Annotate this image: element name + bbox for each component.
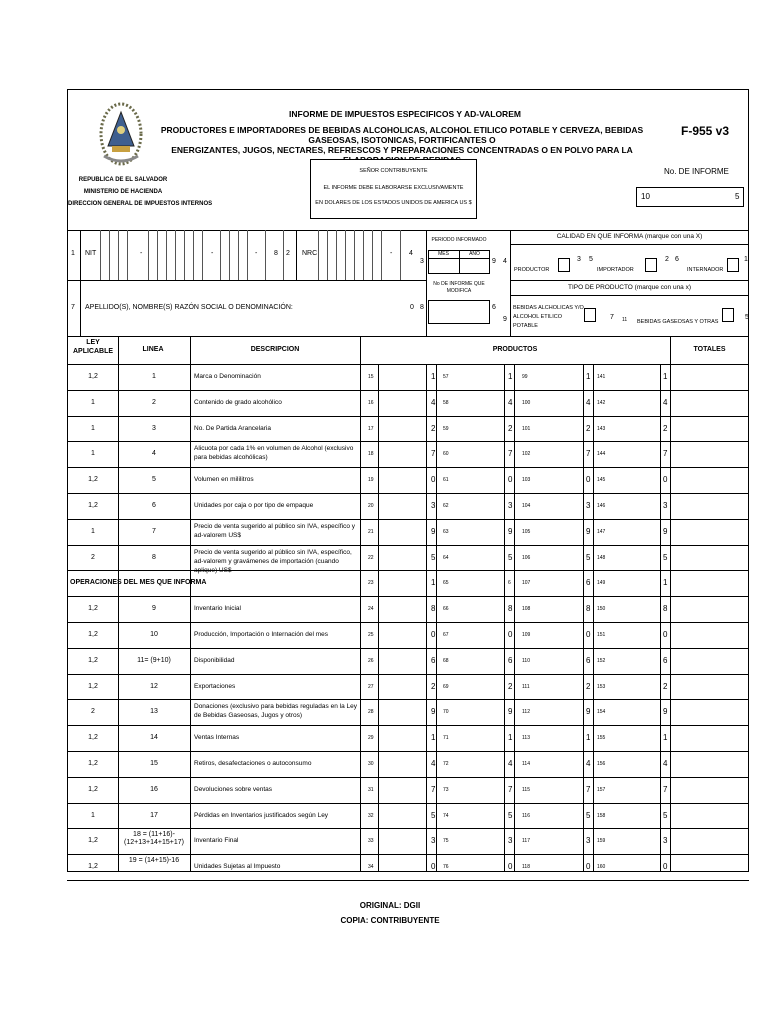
digit-cell: 3 xyxy=(431,500,436,510)
nrc-three: 3 xyxy=(420,258,424,265)
digit-cell: 9 xyxy=(431,707,436,717)
description-cell: Retiros, desafectaciones o autoconsumo xyxy=(194,759,312,767)
line-cell: 2 xyxy=(152,398,156,406)
code-cell: 72 xyxy=(443,760,449,767)
digit-cell: 6 xyxy=(508,655,513,665)
code-cell: 100 xyxy=(522,399,531,406)
quality-producer: PRODUCTOR xyxy=(514,267,550,273)
code-cell: 73 xyxy=(443,786,449,793)
notice-line-2: EL INFORME DEBE ELABORARSE EXCLUSIVAMENTE xyxy=(323,185,464,191)
code-cell: 68 xyxy=(443,657,449,664)
description-cell: Unidades Sujetas al Impuesto xyxy=(194,863,281,871)
code-cell: 143 xyxy=(597,425,606,432)
code-cell: 61 xyxy=(443,477,449,484)
digit-cell: 0 xyxy=(508,862,513,872)
digit-cell: 9 xyxy=(586,707,591,717)
code-cell: 160 xyxy=(597,864,606,871)
code-cell: 155 xyxy=(597,735,606,742)
quality-one: 1 xyxy=(744,256,748,263)
digit-cell: 1 xyxy=(431,733,436,743)
digit-cell: 0 xyxy=(663,629,668,639)
quality-importer: IMPORTADOR xyxy=(597,267,634,273)
digit-cell: 1 xyxy=(586,733,591,743)
line-cell: 6 xyxy=(152,501,156,509)
code-cell: 111 xyxy=(522,683,530,690)
modifies-field[interactable] xyxy=(428,300,490,324)
code-cell: 142 xyxy=(597,399,606,406)
description-cell: Pérdidas en Inventarios justificados según Ley xyxy=(194,811,329,819)
name-nine: 9 xyxy=(503,316,507,323)
digit-cell: 2 xyxy=(508,423,513,433)
law-cell: 1 xyxy=(91,527,95,535)
line-cell: 3 xyxy=(152,424,156,432)
period-year: AÑO xyxy=(469,251,480,257)
footer-original: ORIGINAL: DGII xyxy=(359,901,421,910)
product-type-seven: 7 xyxy=(610,314,614,321)
code-cell: 28 xyxy=(368,709,374,716)
header-line-2: PRODUCTORES E IMPORTADORES DE BEBIDAS ALCOHOLICAS, ALCOHOL ETILICO POTABLE Y CERVEZA, BEBIDAS GASEOSAS, ISOTONICAS, FORTIFICANTES O ENERGIZANTES, JUGOS, NECTARES, REFRESCOS Y PREPARACIONES CONCENTRADAS O EN POLVO PARA LA xyxy=(160,125,644,155)
nit-dash-2: - xyxy=(211,250,214,257)
digit-cell: 0 xyxy=(431,629,436,639)
law-cell: 1 xyxy=(91,424,95,432)
code-cell: 104 xyxy=(522,502,531,509)
code-cell: 114 xyxy=(522,760,530,767)
digit-cell: 7 xyxy=(586,784,591,794)
code-cell: 117 xyxy=(522,838,530,845)
digit-cell: 0 xyxy=(586,475,591,485)
line-cell: 4 xyxy=(152,450,156,458)
line-cell: 7 xyxy=(152,527,156,535)
digit-cell: 0 xyxy=(508,475,513,485)
code-cell: 144 xyxy=(597,451,606,458)
digit-cell: 5 xyxy=(663,552,668,562)
name-row-num: 7 xyxy=(71,304,75,311)
description-cell: Volumen en mililitros xyxy=(194,476,254,484)
code-cell: 33 xyxy=(368,838,374,845)
digit-cell: 4 xyxy=(508,758,513,768)
nit-label: NIT xyxy=(85,250,97,257)
form-code: F-955 v3 xyxy=(681,124,730,138)
code-cell: 145 xyxy=(597,477,606,484)
section-label: OPERACIONES DEL MES QUE INFORMA xyxy=(70,579,207,587)
digit-cell: 3 xyxy=(663,836,668,846)
line-cell: 16 xyxy=(150,785,158,793)
code-cell: 154 xyxy=(597,709,606,716)
digit-cell: 0 xyxy=(663,862,668,872)
code-cell: 63 xyxy=(443,528,449,535)
code-cell: 107 xyxy=(522,580,531,587)
digit-cell: 1 xyxy=(431,371,436,381)
digit-cell: 1 xyxy=(508,733,513,743)
description-cell: Precio de venta sugerido al público sin IVA, específico y ad-valorem US$ xyxy=(194,522,356,539)
line-cell: 19 = (14+15)-16 xyxy=(128,857,180,865)
digit-cell: 2 xyxy=(508,681,513,691)
footer-copy: COPIA: CONTRIBUYENTE xyxy=(340,916,440,925)
digit-cell: 9 xyxy=(586,526,591,536)
digit-cell: 1 xyxy=(586,371,591,381)
code-cell: 27 xyxy=(368,683,374,690)
line-cell: 12 xyxy=(150,682,158,690)
code-cell: 31 xyxy=(368,786,374,793)
digit-cell: 8 xyxy=(663,604,668,614)
nit-dash-3: - xyxy=(255,250,258,257)
law-cell: 2 xyxy=(91,553,95,561)
digit-cell: 0 xyxy=(586,862,591,872)
description-cell: Contenido de grado alcohólico xyxy=(194,398,282,406)
quality-intern: INTERNADOR xyxy=(687,267,724,273)
digit-cell: 6 xyxy=(586,655,591,665)
code-cell: 102 xyxy=(522,451,531,458)
digit-cell: 5 xyxy=(586,810,591,820)
quality-title: CALIDAD EN QUE INFORMA (marque con una X) xyxy=(556,233,703,240)
code-cell: 21 xyxy=(368,528,374,535)
digit-cell: 2 xyxy=(586,423,591,433)
producer-checkbox[interactable] xyxy=(558,258,570,272)
line-cell: 8 xyxy=(152,553,156,561)
period-nine: 9 xyxy=(492,258,496,265)
period-label: PERIODO INFORMADO xyxy=(431,237,487,243)
republic-label: REPUBLICA DE EL SALVADOR xyxy=(78,177,168,183)
digit-cell: 0 xyxy=(431,862,436,872)
report-number-field[interactable] xyxy=(636,187,744,207)
digit-cell: 1 xyxy=(431,578,436,588)
law-cell: 2 xyxy=(91,708,95,716)
description-cell: No. De Partida Arancelaria xyxy=(194,424,271,432)
law-cell: 1,2 xyxy=(88,501,98,509)
code-cell: 112 xyxy=(522,709,530,716)
description-cell: Devoluciones sobre ventas xyxy=(194,785,273,793)
code-cell: 64 xyxy=(443,554,449,561)
law-cell: 1,2 xyxy=(88,372,98,380)
digit-cell: 5 xyxy=(508,810,513,820)
code-cell: 99 xyxy=(522,373,528,380)
code-cell: 116 xyxy=(522,812,530,819)
line-cell: 17 xyxy=(150,811,158,819)
soda-checkbox[interactable] xyxy=(722,308,734,322)
nit-digit-2: 2 xyxy=(286,250,290,257)
digit-cell: 1 xyxy=(663,578,668,588)
digit-cell: 3 xyxy=(508,500,513,510)
digit-cell: 2 xyxy=(663,423,668,433)
digit-cell: 0 xyxy=(508,629,513,639)
digit-cell: 7 xyxy=(431,784,436,794)
intern-checkbox[interactable] xyxy=(727,258,739,272)
code-cell: 18 xyxy=(368,451,374,458)
digit-cell: 0 xyxy=(586,629,591,639)
law-cell: 1,2 xyxy=(88,605,98,613)
digit-cell: 4 xyxy=(431,397,436,407)
digit-cell: 6 xyxy=(508,580,511,587)
code-cell: 158 xyxy=(597,812,606,819)
line-cell: 14 xyxy=(150,734,158,742)
digit-cell: 8 xyxy=(586,604,591,614)
description-cell: Disponibilidad xyxy=(194,656,235,664)
importer-checkbox[interactable] xyxy=(645,258,657,272)
law-cell: 1,2 xyxy=(88,785,98,793)
code-cell: 30 xyxy=(368,760,374,767)
digit-cell: 4 xyxy=(508,397,513,407)
digit-cell: 6 xyxy=(586,578,591,588)
col-totals: TOTALES xyxy=(693,346,726,353)
digit-cell: 5 xyxy=(431,810,436,820)
code-cell: 67 xyxy=(443,631,449,638)
description-cell: Alicuota por cada 1% en volumen de Alcohol (exclusivo para bebidas alcohólicas) xyxy=(194,445,354,462)
code-cell: 141 xyxy=(597,373,606,380)
code-cell: 151 xyxy=(597,631,606,638)
law-cell: 1,2 xyxy=(88,734,98,742)
nit-dash-1: - xyxy=(140,250,143,257)
digit-cell: 3 xyxy=(508,836,513,846)
description-cell: Donaciones (exclusivo para bebidas reguladas en la Ley de Bebidas Gaseosas, Jugos y otros) xyxy=(194,703,357,720)
code-cell: 156 xyxy=(597,760,606,767)
nrc-label: NRC xyxy=(302,250,318,257)
digit-cell: 4 xyxy=(586,397,591,407)
line-cell: 15 xyxy=(150,759,158,767)
product-type-soda: BEBIDAS GASEOSAS Y OTRAS xyxy=(637,319,719,325)
col-products: PRODUCTOS xyxy=(492,346,538,353)
line-cell: 1 xyxy=(152,372,156,380)
code-cell: 115 xyxy=(522,786,530,793)
code-cell: 70 xyxy=(443,709,449,716)
nit-digit-8: 8 xyxy=(274,250,278,257)
report-number-left: 10 xyxy=(641,192,650,201)
code-cell: 34 xyxy=(368,864,374,871)
direction-label: DIRECCION GENERAL DE IMPUESTOS INTERNOS xyxy=(68,201,213,207)
ministry-label: MINISTERIO DE HACIENDA xyxy=(83,189,163,195)
digit-cell: 5 xyxy=(663,810,668,820)
code-cell: 110 xyxy=(522,657,530,664)
name-label: APELLIDO(S), NOMBRE(S) RAZÓN SOCIAL O DENOMINACIÓN: xyxy=(85,304,293,311)
code-cell: 32 xyxy=(368,812,374,819)
code-cell: 106 xyxy=(522,554,531,561)
description-cell: Marca o Denominación xyxy=(194,372,261,380)
digit-cell: 6 xyxy=(431,655,436,665)
digit-cell: 3 xyxy=(431,836,436,846)
code-cell: 113 xyxy=(522,735,530,742)
line-cell: 10 xyxy=(150,630,158,638)
law-cell: 1 xyxy=(91,398,95,406)
digit-cell: 0 xyxy=(431,475,436,485)
nrc-four: 4 xyxy=(409,250,413,257)
digit-cell: 2 xyxy=(431,681,436,691)
product-type-title: TIPO DE PRODUCTO (marque con una x) xyxy=(567,284,692,291)
notice-line-3: EN DOLARES DE LOS ESTADOS UNIDOS DE AMERICA US $ xyxy=(315,200,472,206)
digit-cell: 1 xyxy=(508,371,513,381)
code-cell: 159 xyxy=(597,838,606,845)
code-cell: 62 xyxy=(443,502,449,509)
law-cell: 1 xyxy=(91,811,95,819)
digit-cell: 8 xyxy=(508,604,513,614)
law-cell: 1,2 xyxy=(88,630,98,638)
code-cell: 57 xyxy=(443,373,449,380)
report-number-label: No. DE INFORME xyxy=(664,167,729,176)
code-cell: 71 xyxy=(443,735,449,742)
digit-cell: 3 xyxy=(586,836,591,846)
period-month: MES xyxy=(438,251,449,257)
line-cell: 13 xyxy=(150,708,158,716)
code-cell: 148 xyxy=(597,554,606,561)
code-cell: 157 xyxy=(597,786,606,793)
code-cell: 19 xyxy=(368,477,374,484)
digit-cell: 9 xyxy=(508,526,513,536)
code-cell: 108 xyxy=(522,606,531,613)
alcoholic-checkbox[interactable] xyxy=(584,308,596,322)
quality-three: 3 xyxy=(577,256,581,263)
code-cell: 103 xyxy=(522,477,531,484)
code-cell: 69 xyxy=(443,683,449,690)
code-cell: 118 xyxy=(522,864,530,871)
code-cell: 66 xyxy=(443,606,449,613)
digit-cell: 9 xyxy=(431,526,436,536)
digit-cell: 9 xyxy=(663,526,668,536)
digit-cell: 8 xyxy=(431,604,436,614)
product-type-eleven: 11 xyxy=(622,317,628,323)
code-cell: 26 xyxy=(368,657,374,664)
header-line-1: INFORME DE IMPUESTOS ESPECIFICOS Y AD-VALOREM xyxy=(289,109,521,119)
code-cell: 22 xyxy=(368,554,374,561)
code-cell: 153 xyxy=(597,683,606,690)
code-cell: 20 xyxy=(368,502,374,509)
description-cell: Unidades por caja o por tipo de empaque xyxy=(194,501,314,509)
code-cell: 29 xyxy=(368,735,374,742)
col-description: DESCRIPCION xyxy=(250,346,300,353)
code-cell: 75 xyxy=(443,838,449,845)
line-cell: 18 = (11+16)- (12+13+14+15+17) xyxy=(124,831,184,847)
law-cell: 1,2 xyxy=(88,656,98,664)
name-eight: 8 xyxy=(420,304,424,311)
digit-cell: 3 xyxy=(586,500,591,510)
description-cell: Inventario Final xyxy=(194,837,239,845)
code-cell: 15 xyxy=(368,373,374,380)
code-cell: 16 xyxy=(368,399,374,406)
report-number-right: 5 xyxy=(735,192,740,201)
product-type-five: 5 xyxy=(745,314,749,321)
line-cell: 11= (9+10) xyxy=(137,656,171,664)
code-cell: 147 xyxy=(597,528,606,535)
law-cell: 1,2 xyxy=(88,682,98,690)
law-cell: 1,2 xyxy=(88,476,98,484)
digit-cell: 2 xyxy=(663,681,668,691)
description-cell: Exportaciones xyxy=(194,682,236,690)
digit-cell: 4 xyxy=(663,758,668,768)
quality-importer-num: 6 xyxy=(675,256,679,263)
nrc-dash: - xyxy=(390,250,393,257)
code-cell: 25 xyxy=(368,631,374,638)
code-cell: 59 xyxy=(443,425,449,432)
quality-two: 2 xyxy=(665,256,669,263)
code-cell: 105 xyxy=(522,528,531,535)
period-four: 4 xyxy=(503,258,507,265)
digit-cell: 1 xyxy=(663,733,668,743)
digit-cell: 2 xyxy=(586,681,591,691)
description-cell: Precio de venta sugerido al público sin IVA, específico, ad-valorem y gravámenes de importación (cuando aplique) US$ xyxy=(194,548,352,574)
digit-cell: 5 xyxy=(431,552,436,562)
digit-cell: 5 xyxy=(586,552,591,562)
digit-cell: 2 xyxy=(431,423,436,433)
code-cell: 17 xyxy=(368,425,374,432)
description-cell: Ventas Internas xyxy=(194,734,240,742)
line-cell: 9 xyxy=(152,605,156,613)
digit-cell: 4 xyxy=(663,397,668,407)
col-law: LEY APLICABLE xyxy=(72,339,114,355)
digit-cell: 3 xyxy=(663,500,668,510)
name-six: 6 xyxy=(492,304,496,311)
product-type-alcoholic: BEBIDAS ALCHOLICAS Y/O ALCOHOL ETILICO POTABLE xyxy=(513,305,584,329)
digit-cell: 9 xyxy=(508,707,513,717)
law-cell: 1 xyxy=(91,450,95,458)
code-cell: 60 xyxy=(443,451,449,458)
law-cell: 1,2 xyxy=(88,863,98,871)
name-zero: 0 xyxy=(410,304,414,311)
description-cell: Producción, Importación o Internación del mes xyxy=(194,630,329,638)
code-cell: 23 xyxy=(368,580,374,587)
digit-cell: 7 xyxy=(663,449,668,459)
quality-producer-num: 5 xyxy=(589,256,593,263)
code-cell: 58 xyxy=(443,399,449,406)
modifies-label: No DE INFORME QUE MODIFICA xyxy=(433,281,485,294)
code-cell: 74 xyxy=(443,812,449,819)
description-cell: Inventario Inicial xyxy=(194,605,241,613)
digit-cell: 5 xyxy=(508,552,513,562)
digit-cell: 7 xyxy=(586,449,591,459)
code-cell: 150 xyxy=(597,606,606,613)
code-cell: 76 xyxy=(443,864,449,871)
digit-cell: 0 xyxy=(663,475,668,485)
digit-cell: 6 xyxy=(663,655,668,665)
code-cell: 152 xyxy=(597,657,606,664)
code-cell: 146 xyxy=(597,502,606,509)
code-cell: 149 xyxy=(597,580,606,587)
notice-line-1: SEÑOR CONTRIBUYENTE xyxy=(359,168,428,174)
code-cell: 65 xyxy=(443,580,449,587)
digit-cell: 7 xyxy=(663,784,668,794)
law-cell: 1,2 xyxy=(88,759,98,767)
digit-cell: 4 xyxy=(431,758,436,768)
digit-cell: 7 xyxy=(508,784,513,794)
coat-of-arms-icon xyxy=(98,100,144,172)
code-cell: 109 xyxy=(522,631,531,638)
code-cell: 24 xyxy=(368,606,374,613)
digit-cell: 4 xyxy=(586,758,591,768)
nit-row-num: 1 xyxy=(71,250,75,257)
line-cell: 5 xyxy=(152,476,156,484)
code-cell: 101 xyxy=(522,425,531,432)
law-cell: 1,2 xyxy=(88,837,98,845)
col-line: LINEA xyxy=(142,346,164,353)
digit-cell: 7 xyxy=(431,449,436,459)
digit-cell: 9 xyxy=(663,707,668,717)
digit-cell: 7 xyxy=(508,449,513,459)
digit-cell: 1 xyxy=(663,371,668,381)
